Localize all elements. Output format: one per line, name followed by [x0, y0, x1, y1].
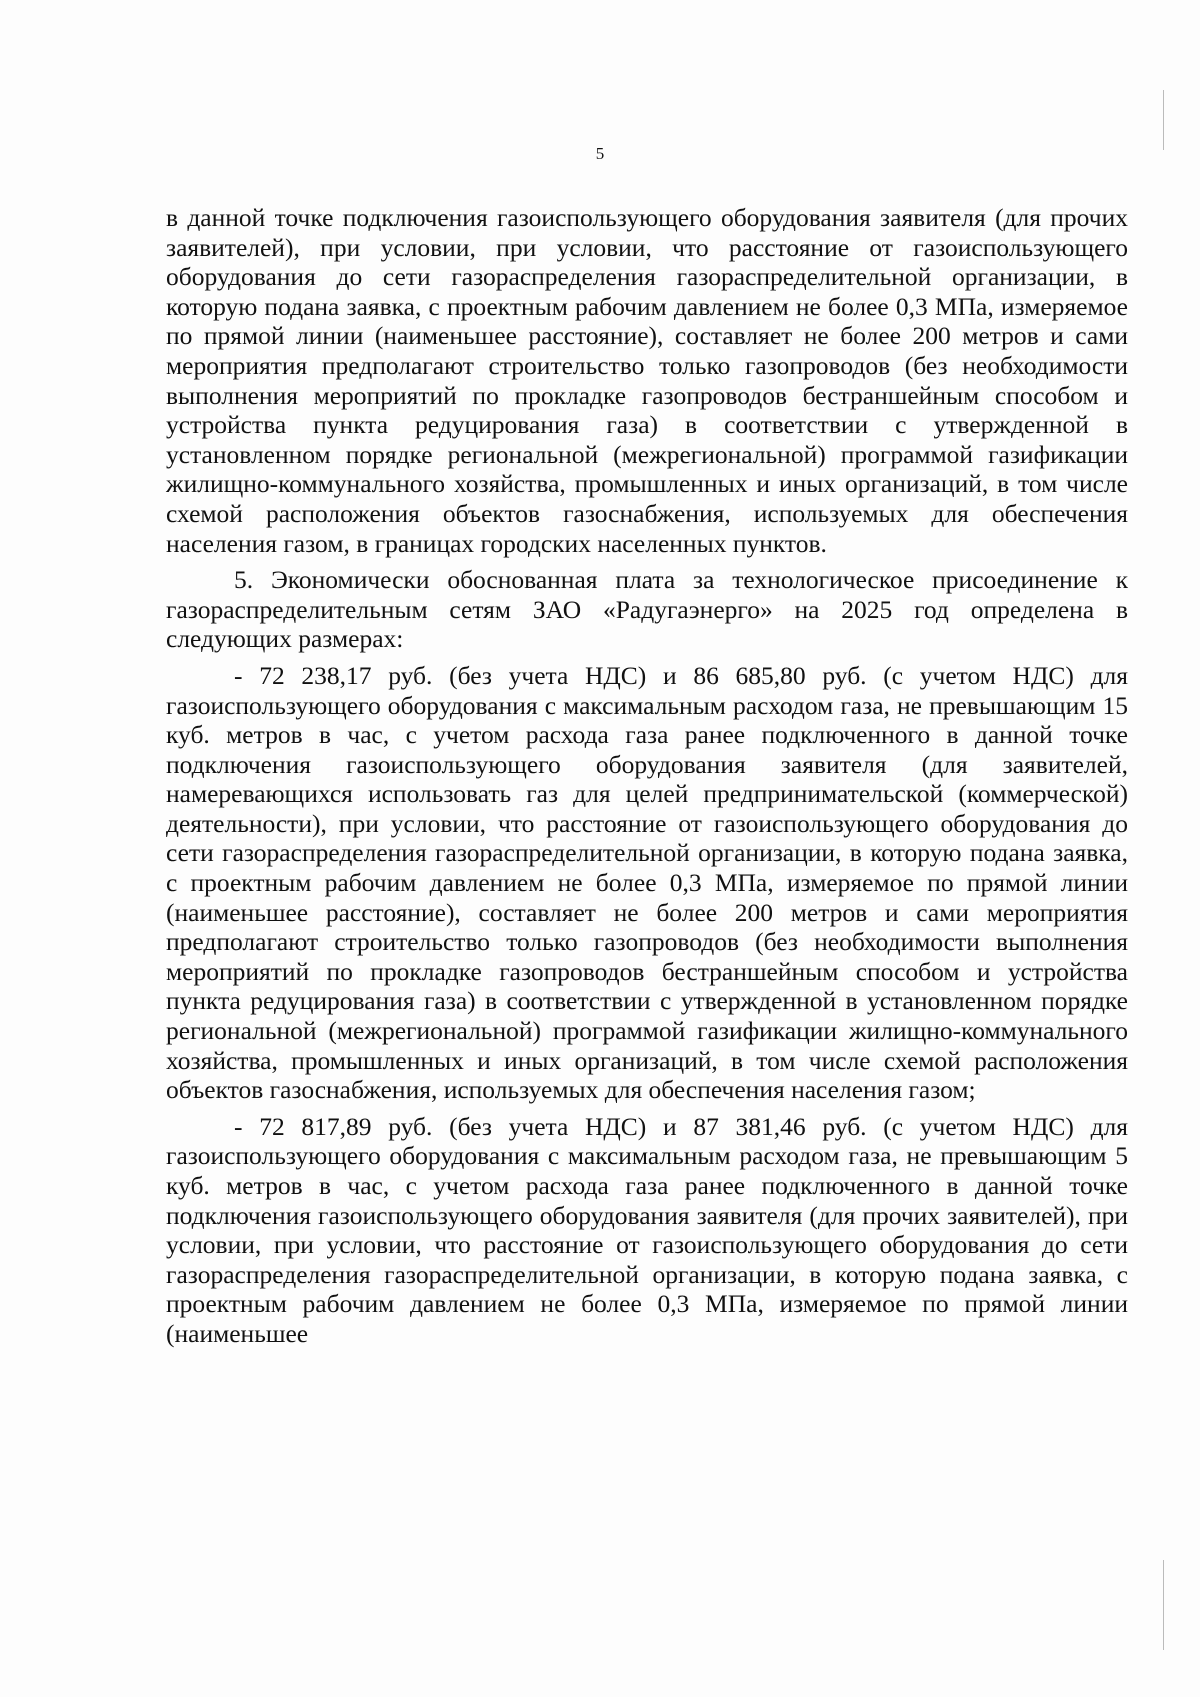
scan-edge-mark — [1163, 90, 1164, 150]
paragraph-fee-15m3: - 72 238,17 руб. (без учета НДС) и 86 685,80 руб. (с учетом НДС) для газоиспользующего оборудования с максимальным расходом газа, не превышающим 15 куб. метров в час, с учетом расхода газа ранее подключенного в данной точке подключения газоиспользующего оборудования заявителя (для заявителей, намеревающихся использовать газ для целей предпринимательской (коммерческой) деятельности), при условии, что расстояние от газоиспользующего оборудования до сети газораспределения газораспределительной организации, в которую подана заявка, с проектным рабочим давлением не более 0,3 МПа, измеряемое по прямой линии (наименьшее расстояние), составляет не более 200 метров и сами мероприятия предполагают строительство только газопроводов (без необходимости выполнения мероприятий по прокладке газопроводов бестраншейным способом и устройства пункта редуцирования газа) в соответствии с утвержденной в установленном порядке региональной (межрегиональной) программой газификации жилищно-коммунального хозяйства, промышленных и иных организаций, в том числе схемой расположения объектов газоснабжения, используемых для обеспечения населения газом; — [166, 660, 1128, 1105]
paragraph-continuation: в данной точке подключения газоиспользующего оборудования заявителя (для прочих заявителей), при условии, при условии, что расстояние от газоиспользующего оборудования до сети газораспределения газораспределительной организации, в которую подана заявка, с проектным рабочим давлением не более 0,3 МПа, измеряемое по прямой линии (наименьшее расстояние), составляет не более 200 метров и сами мероприятия предполагают строительство только газопроводов (без необходимости выполнения мероприятий по прокладке газопроводов бестраншейным способом и устройства пункта редуцирования газа) в соответствии с утвержденной в установленном порядке региональной (межрегиональной) программой газификации жилищно-коммунального хозяйства, промышленных и иных организаций, в том числе схемой расположения объектов газоснабжения, используемых для обеспечения населения газом, в границах городских населенных пунктов. — [166, 203, 1128, 558]
page-number: 5 — [595, 144, 605, 163]
paragraph-fee-5m3: - 72 817,89 руб. (без учета НДС) и 87 381,46 руб. (с учетом НДС) для газоиспользующего оборудования с максимальным расходом газа, не превышающим 5 куб. метров в час, с учетом расхода газа ранее подключенного в данной точке подключения газоиспользующего оборудования заявителя (для прочих заявителей), при условии, при условии, что расстояние от газоиспользующего оборудования до сети газораспределения газораспределительной организации, в которую подана заявка, с проектным рабочим давлением не более 0,3 МПа, измеряемое по прямой линии (наименьшее — [166, 1111, 1128, 1348]
document-body — [166, 203, 1128, 1349]
paragraph-item-5: 5. Экономически обоснованная плата за технологическое присоединение к газораспределительным сетям ЗАО «Радугаэнерго» на 2025 год определена в следующих размерах: — [166, 565, 1128, 654]
scan-edge-mark — [1163, 1560, 1164, 1650]
